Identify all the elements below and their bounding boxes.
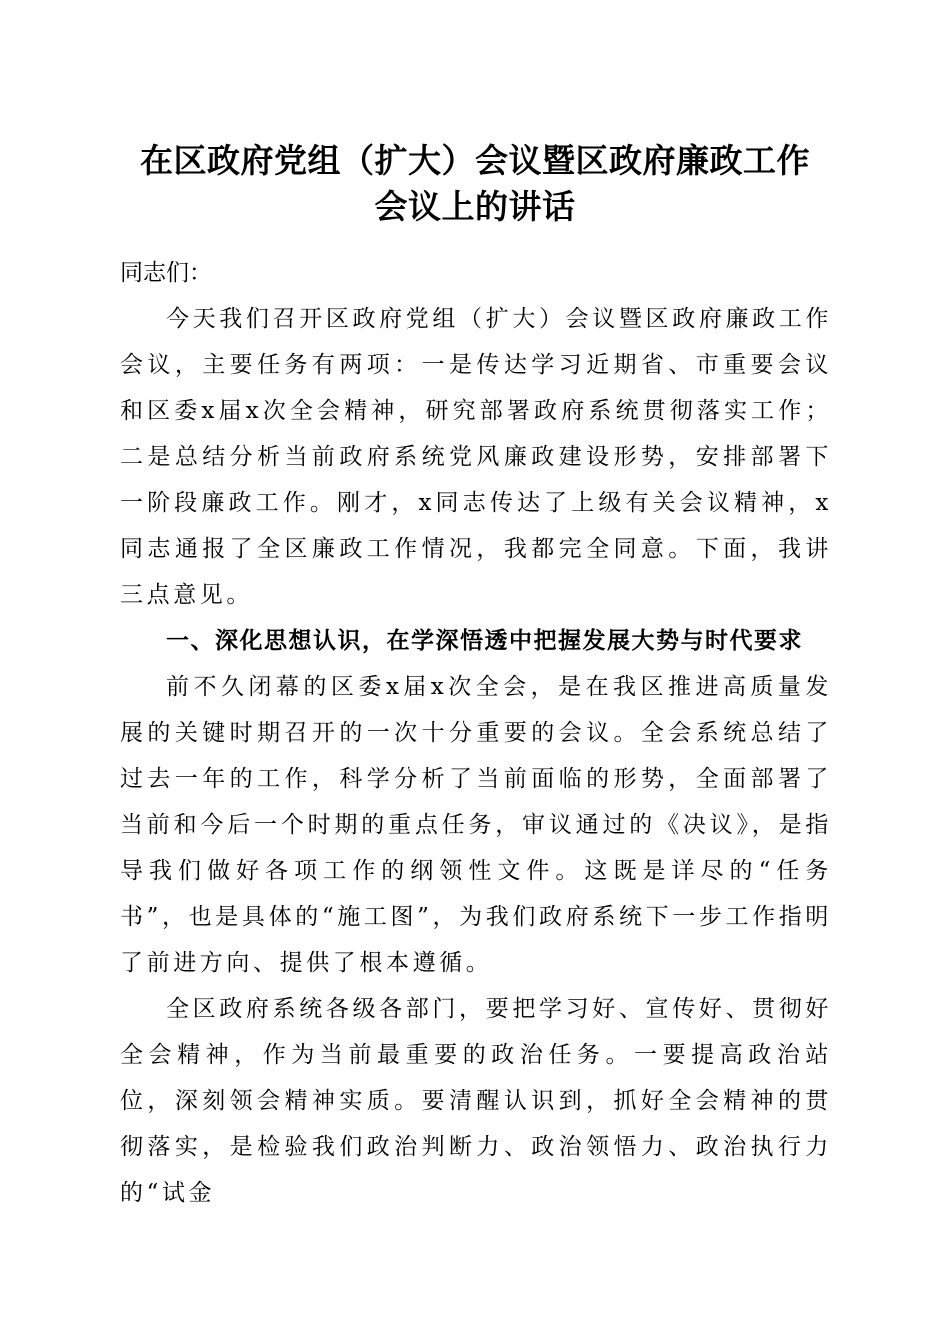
section-1-heading: 一、深化思想认识，在学深悟透中把握发展大势与时代要求	[166, 628, 803, 654]
section-1-paragraph-2: 全区政府系统各级各部门，要把学习好、宣传好、贯彻好全会精神，作为当前最重要的政治任务。一要提高政治站位，深刻领会精神实质。要清醒认识到，抓好全会精神的贯彻落实，是检验我们政治判断力、政治领悟力、政治执行力的“试金	[120, 996, 832, 1206]
intro-paragraph: 今天我们召开区政府党组（扩大）会议暨区政府廉政工作会议，主要任务有两项：一是传达学习近期省、市重要会议和区委x届x次全会精神，研究部署政府系统贯彻落实工作；二是总结分析当前政府系统党风廉政建设形势，安排部署下一阶段廉政工作。刚才，x同志传达了上级有关会议精神，x同志通报了全区廉政工作情况，我都完全同意。下面，我讲三点意见。	[120, 306, 832, 608]
document-title-line-2: 会议上的讲话	[374, 187, 576, 226]
document-title-line-1: 在区政府党组（扩大）会议暨区政府廉政工作	[140, 141, 810, 180]
greeting: 同志们：	[120, 260, 212, 286]
section-1-paragraph-1: 前不久闭幕的区委x届x次全会，是在我区推进高质量发展的关键时期召开的一次十分重要的会议。全会系统总结了过去一年的工作，科学分析了当前面临的形势，全面部署了当前和今后一个时期的重点任务，审议通过的《决议》，是指导我们做好各项工作的纲领性文件。这既是详尽的“任务书”，也是具体的“施工图”，为我们政府系统下一步工作指明了前进方向、提供了根本遵循。	[120, 674, 832, 976]
document-body	[120, 250, 832, 1216]
